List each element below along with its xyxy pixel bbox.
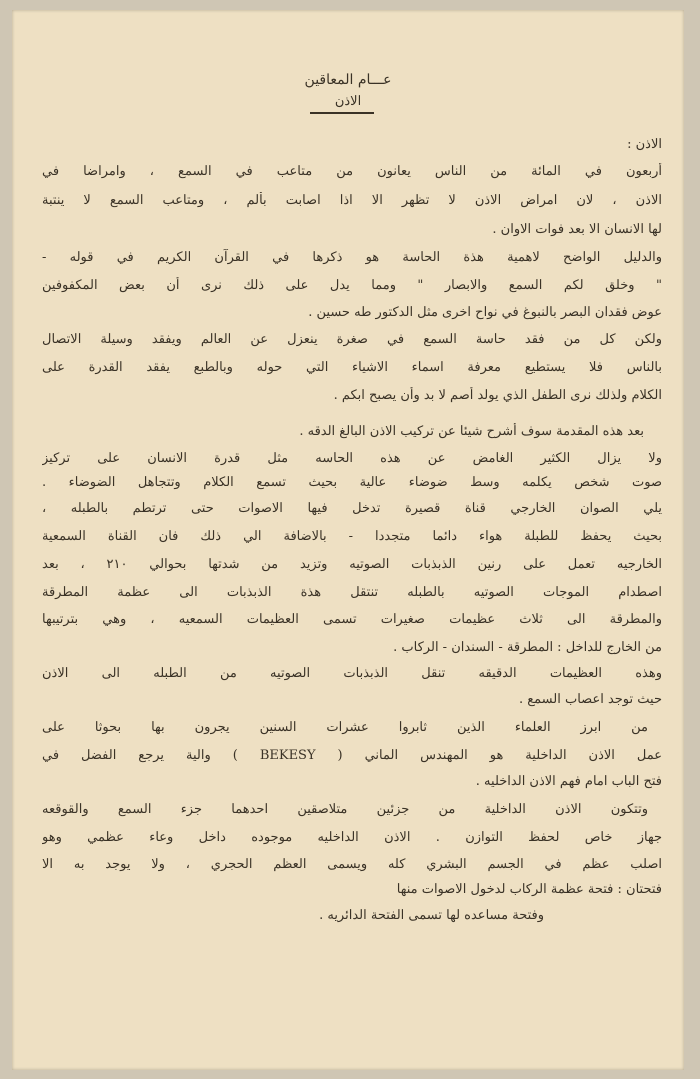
document-title: عـــام المعاقين <box>304 72 392 88</box>
text-line: اصلب عظم في الجسم البشري كله ويسمى العظم الحجري ، ولا يوجد به الا <box>42 857 662 872</box>
text-line: ولا يزال الكثير الغامض عن هذه الحاسه مثل قدرة الانسان على تركيز <box>42 451 662 466</box>
text-line: الخارجيه تعمل على رنين الذبذبات الصوتيه وتزيد من شدتها بحوالي ٢١٠ ، بعد <box>42 557 662 572</box>
text-line: اصطدام الموجات الصوتيه بالطبله تنتقل هذة الذبذبات الى عظمة المطرقة <box>42 585 662 600</box>
text-line: عوض فقدان البصر بالنبوغ في نواح اخرى مثل الدكتور طه حسين . <box>308 305 662 320</box>
paper-sheet <box>12 10 684 1070</box>
text-line: صوت شخص يكلمه وسط ضوضاء عالية بحيث تسمع الكلام وتتجاهل الضوضاء . <box>42 475 662 490</box>
document-text <box>12 10 684 1070</box>
text-line: حيث توجد اعصاب السمع . <box>518 692 662 707</box>
text-line: أربعون في المائة من الناس يعانون من متاعب في السمع ، وامراضا في <box>42 164 662 179</box>
text-line: جهاز خاص لحفظ التوازن . الاذن الداخليه موجوده داخل وعاء عظمي وهو <box>42 830 662 845</box>
text-line: والدليل الواضح لاهمية هذة الحاسة هو ذكرها في القرآن الكريم في قوله - <box>42 250 662 265</box>
text-line: من ابرز العلماء الذين ثابروا عشرات السنين يجرون بها بحوثا على <box>42 720 648 735</box>
section-heading: الاذن : <box>627 137 662 152</box>
text-line: " وخلق لكم السمع والابصار " ومما يدل على ذلك نرى أن بعض المكفوفين <box>42 278 662 293</box>
text-line: عمل الاذن الداخلية هو المهندس الماني ( BEKESY ) والية يرجع الفضل في <box>42 748 662 763</box>
text-line: بعد هذه المقدمة سوف أشرح شيئا عن تركيب الاذن البالغ الدقه . <box>299 424 644 439</box>
text-line: وهذه العظيمات الدقيقه تنقل الذبذبات الصوتيه من الطبله الى الاذن <box>42 666 662 681</box>
text-line: وتتكون الاذن الداخلية من جزئين متلاصقين احدهما جزء السمع والقوقعه <box>42 802 648 817</box>
text-line: لها الانسان الا بعد فوات الاوان . <box>492 222 662 237</box>
text-line: بالناس فلا يستطيع معرفة اسماء الاشياء التي حوله وبالطبع يفقد القدرة على <box>42 360 662 375</box>
document-subtitle: الاذن <box>334 94 362 109</box>
title-underline <box>310 112 374 114</box>
text-line: الكلام ولذلك نرى الطفل الذي يولد أصم لا بد وأن يصبح ابكم . <box>333 388 662 403</box>
text-line: يلي الصوان الخارجي قناة قصيرة تدخل فيها الاصوات حتى ترتطم بالطبله ، <box>42 501 662 516</box>
text-line: ولكن كل من فقد حاسة السمع في صغرة ينعزل عن العالم ويفقد وسيلة الاتصال <box>42 332 662 347</box>
text-line: من الخارج للداخل : المطرقة - السندان - الركاب . <box>393 640 662 655</box>
text-line: وفتحة مساعده لها تسمى الفتحة الدائريه . <box>319 908 544 923</box>
text-line: والمطرقة الى ثلاث عظيمات صغيرات تسمى العظيمات السمعيه ، وهي بترتيبها <box>42 612 662 627</box>
text-line: الاذن ، لان امراض الاذن لا تظهر الا اذا اصابت بألم ، ومتاعب السمع لا ينتبة <box>42 193 662 208</box>
text-line: فتح الباب امام فهم الاذن الداخليه . <box>475 774 662 789</box>
text-line: بحيث يحفظ للطبلة هواء دائما متجددا - بالاضافة الي ذلك فان القناة السمعية <box>42 529 662 544</box>
text-line: فتحتان : فتحة عظمة الركاب لدخول الاصوات منها <box>396 882 662 897</box>
